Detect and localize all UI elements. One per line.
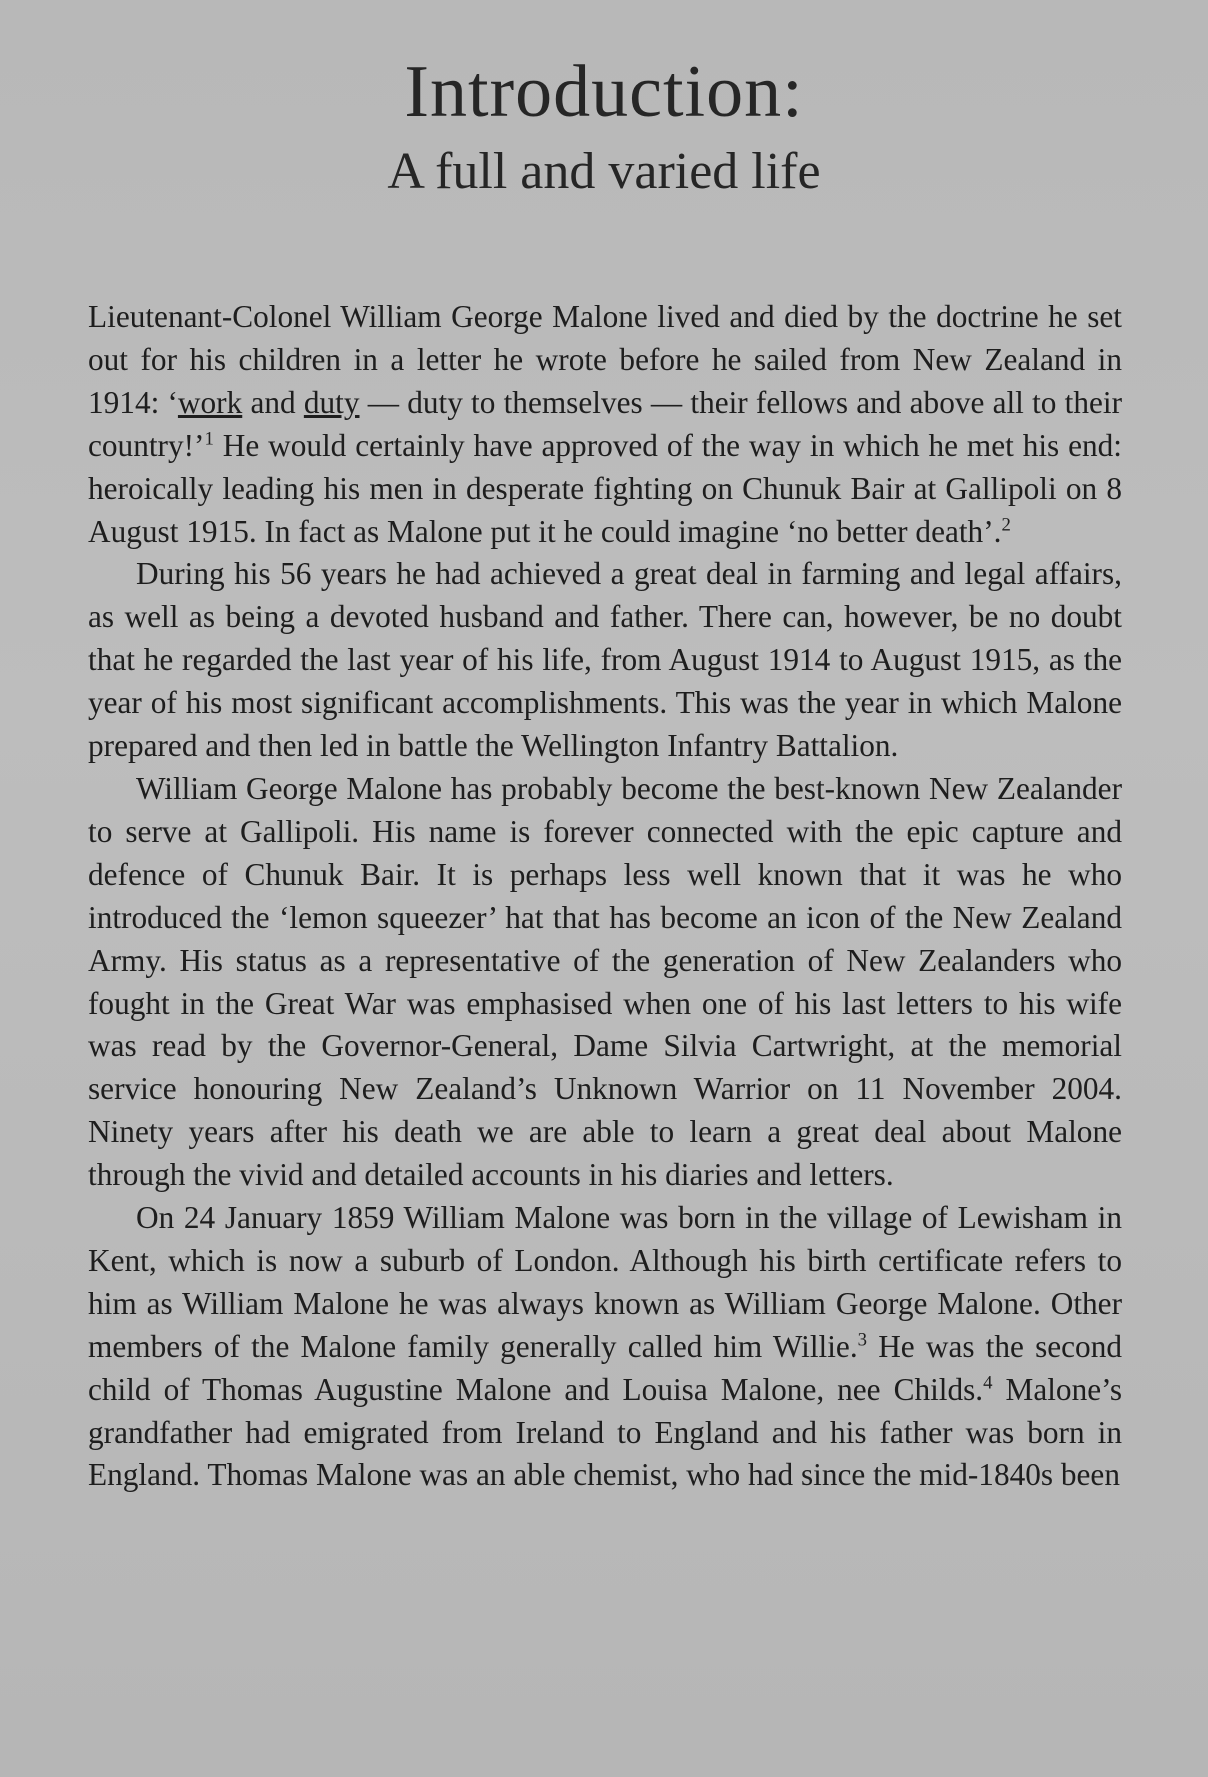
paragraph-4: [88, 1197, 1122, 1497]
footnote-ref-4: 4: [983, 1372, 993, 1394]
chapter-title: Introduction:: [404, 51, 804, 133]
underlined-word-duty: duty: [303, 384, 360, 420]
footnote-ref-2: 2: [1001, 514, 1011, 536]
footnote-ref-3: 3: [857, 1329, 868, 1351]
chapter-subtitle: A full and varied life: [387, 143, 821, 200]
p4-text-b: He was the second child of Thomas Augustine Malone and Louisa Malone, nee Childs.: [88, 1328, 1122, 1407]
p1-text-a: Lieutenant-Colonel William George Malone lived and died by the doctrine he set out for his children in a letter he wrote before he sailed from New Zealand in 1914: ‘: [88, 299, 1122, 420]
paragraph-2: During his 56 years he had achieved a great deal in farming and legal affairs, as well as being a devoted husband and father. There can, however, be no doubt that he regarded the last year of his life, from August 1914 to August 1915, as the year of his most significant accomplishments. This was the year in which Malone prepared and then led in battle the Wellington Infantry Battalion.: [88, 556, 1122, 764]
p1-text-b: and: [242, 384, 304, 420]
body-text: [88, 296, 1122, 1497]
p1-text-c: — duty to themselves — their fellows and above all to their country!’: [88, 384, 1122, 463]
p1-text-d: He would certainly have approved of the way in which he met his end: heroically leading his men in desperate fighting on Chunuk Bair at Gallipoli on 8 August 1915. In fact as Malone put it he could imagine ‘no better death’.: [88, 427, 1122, 549]
paragraph-1: [88, 296, 1122, 553]
paragraph-3: William George Malone has probably become the best-known New Zealander to serve at Gallipoli. His name is forever connected with the epic capture and defence of Chunuk Bair. It is perhaps less well known that it was he who introduced the ‘lemon squeezer’ hat that has become an icon of the New Zealand Army. His status as a representative of the generation of New Zealanders who fought in the Great War was emphasised when one of his last letters to his wife was read by the Governor-General, Dame Silvia Cartwright, at the memorial service honouring New Zealand’s Unknown Warrior on 11 November 2004. Ninety years after his death we are able to learn a great deal about Malone through the vivid and detailed accounts in his diaries and letters.: [88, 770, 1122, 1193]
footnote-ref-1: 1: [204, 428, 214, 450]
p4-text-a: On 24 January 1859 William Malone was born in the village of Lewisham in Kent, which is now a suburb of London. Although his birth certificate refers to him as William Malone he was always known as William George Malone. Other members of the Malone family generally called him Willie.: [88, 1200, 1122, 1364]
underlined-word-work: work: [177, 384, 243, 420]
p4-text-c: Malone’s grandfather had emigrated from Ireland to England and his father was born in England. Thomas Malone was an able chemist, who had since the mid-1840s been: [88, 1371, 1122, 1493]
